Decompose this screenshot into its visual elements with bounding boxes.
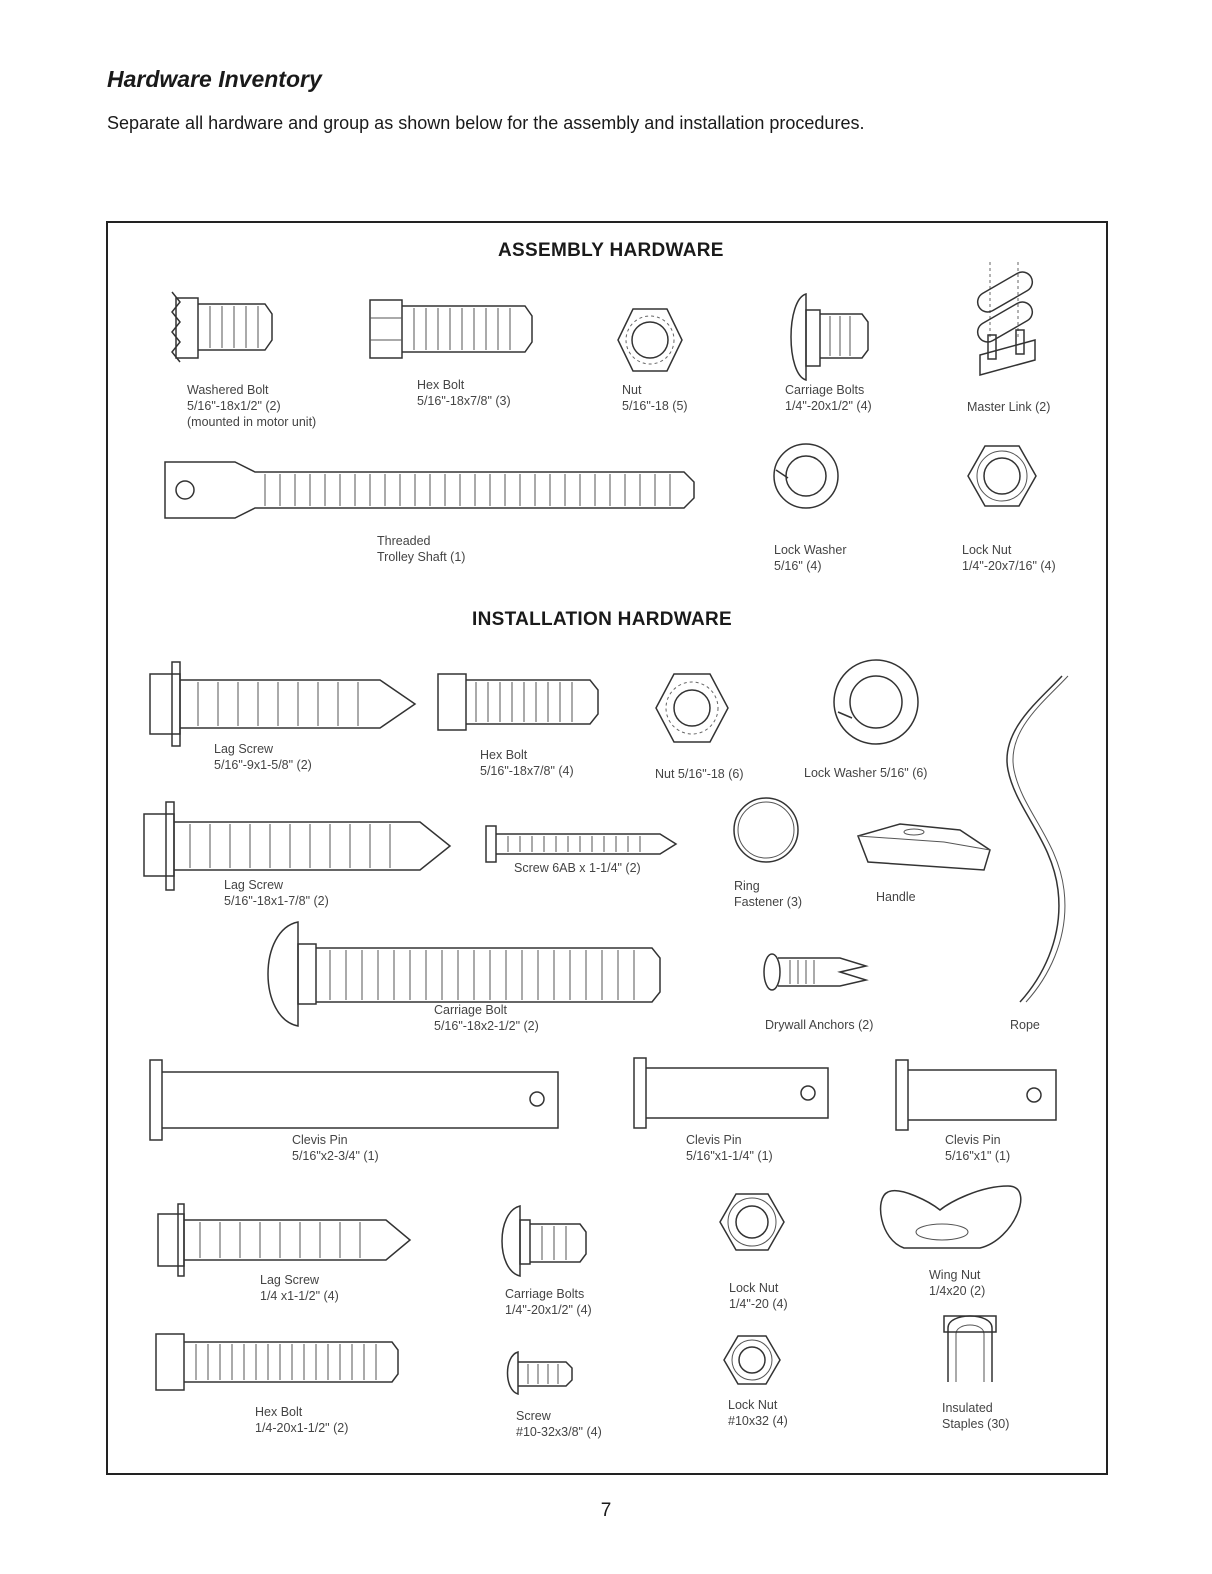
- clevis-pin-2-drawing: [634, 1058, 828, 1128]
- carriage-bolt-small-2-drawing: [502, 1206, 586, 1276]
- assembly-heading: ASSEMBLY HARDWARE: [498, 240, 724, 261]
- lag-screw-2-label: Lag Screw 5/16"-18x1-7/8" (2): [224, 878, 329, 908]
- clevis-pin-3-drawing: [896, 1060, 1056, 1130]
- drywall-anchors-label: Drywall Anchors (2): [765, 1018, 874, 1032]
- lock-washer-2-drawing: [834, 660, 918, 744]
- lock-nut-2-label: Lock Nut 1/4"-20 (4): [729, 1281, 788, 1311]
- screw-6ab-label: Screw 6AB x 1-1/4" (2): [514, 861, 641, 875]
- insulated-staples-label: Insulated Staples (30): [942, 1401, 1010, 1431]
- hex-bolt-3-label: Hex Bolt 1/4-20x1-1/2" (2): [255, 1405, 349, 1435]
- rope-drawing: [1007, 676, 1068, 1002]
- lag-screw-1-label: Lag Screw 5/16"-9x1-5/8" (2): [214, 742, 312, 772]
- nut-2-drawing: [656, 674, 728, 742]
- lock-washer-label: Lock Washer 5/16" (4): [774, 543, 847, 573]
- carriage-bolts-label: Carriage Bolts 1/4"-20x1/2" (4): [785, 383, 872, 413]
- washered-bolt-label: Washered Bolt 5/16"-18x1/2" (2) (mounted in motor unit): [187, 383, 317, 429]
- carriage-bolt-long-label: Carriage Bolt 5/16"-18x2-1/2" (2): [434, 1003, 539, 1033]
- screw-10-label: Screw #10-32x3/8" (4): [516, 1409, 602, 1439]
- lock-washer-2-label: Lock Washer 5/16" (6): [804, 766, 928, 780]
- wing-nut-drawing: [881, 1186, 1021, 1248]
- lock-washer-drawing: [774, 444, 838, 508]
- clevis-pin-2-label: Clevis Pin 5/16"x1-1/4" (1): [686, 1133, 773, 1163]
- trolley-shaft-drawing: [165, 462, 694, 518]
- handle-drawing: [858, 824, 990, 870]
- rope-label: Rope: [1010, 1018, 1040, 1032]
- master-link-drawing: [974, 262, 1036, 375]
- wing-nut-label: Wing Nut 1/4x20 (2): [929, 1268, 986, 1298]
- hex-bolt-drawing: [370, 300, 532, 358]
- washered-bolt-drawing: [172, 292, 272, 362]
- hex-bolt-2-label: Hex Bolt 5/16"-18x7/8" (4): [480, 748, 574, 778]
- carriage-bolts-2-label: Carriage Bolts 1/4"-20x1/2" (4): [505, 1287, 592, 1317]
- installation-heading: INSTALLATION HARDWARE: [472, 609, 732, 630]
- nut-2-label: Nut 5/16"-18 (6): [655, 767, 744, 781]
- clevis-pin-1-drawing: [150, 1060, 558, 1140]
- nut-label: Nut 5/16"-18 (5): [622, 383, 688, 413]
- ring-fastener-label: Ring Fastener (3): [734, 879, 803, 909]
- carriage-bolt-small-drawing: [791, 294, 868, 380]
- trolley-shaft-label: Threaded Trolley Shaft (1): [377, 534, 466, 564]
- lock-nut-3-label: Lock Nut #10x32 (4): [728, 1398, 788, 1428]
- master-link-label: Master Link (2): [967, 400, 1051, 414]
- lag-screw-3-label: Lag Screw 1/4 x1-1/2" (4): [260, 1273, 339, 1303]
- ring-fastener-drawing: [734, 798, 798, 862]
- page-title: Hardware Inventory: [107, 66, 322, 92]
- lock-nut-2-drawing: [720, 1194, 784, 1250]
- lag-screw-3-drawing: [158, 1204, 410, 1276]
- hex-bolt-2-drawing: [438, 674, 598, 730]
- lock-nut-3-drawing: [724, 1336, 780, 1384]
- lag-screw-1-drawing: [150, 662, 415, 746]
- insulated-staple-drawing: [944, 1316, 996, 1382]
- page-number: 7: [600, 1500, 612, 1521]
- drywall-anchor-drawing: [764, 954, 866, 990]
- clevis-pin-1-label: Clevis Pin 5/16"x2-3/4" (1): [292, 1133, 379, 1163]
- handle-label: Handle: [876, 890, 916, 904]
- screw-10-drawing: [508, 1352, 573, 1394]
- lock-nut-label: Lock Nut 1/4"-20x7/16" (4): [962, 543, 1056, 573]
- hex-bolt-3-drawing: [156, 1334, 398, 1390]
- screw-6ab-drawing: [486, 826, 676, 862]
- hex-bolt-label: Hex Bolt 5/16"-18x7/8" (3): [417, 378, 511, 408]
- intro-text: Separate all hardware and group as shown below for the assembly and installation procedures.: [107, 113, 865, 133]
- nut-drawing: [618, 309, 682, 371]
- lock-nut-drawing: [968, 446, 1036, 506]
- clevis-pin-3-label: Clevis Pin 5/16"x1" (1): [945, 1133, 1011, 1163]
